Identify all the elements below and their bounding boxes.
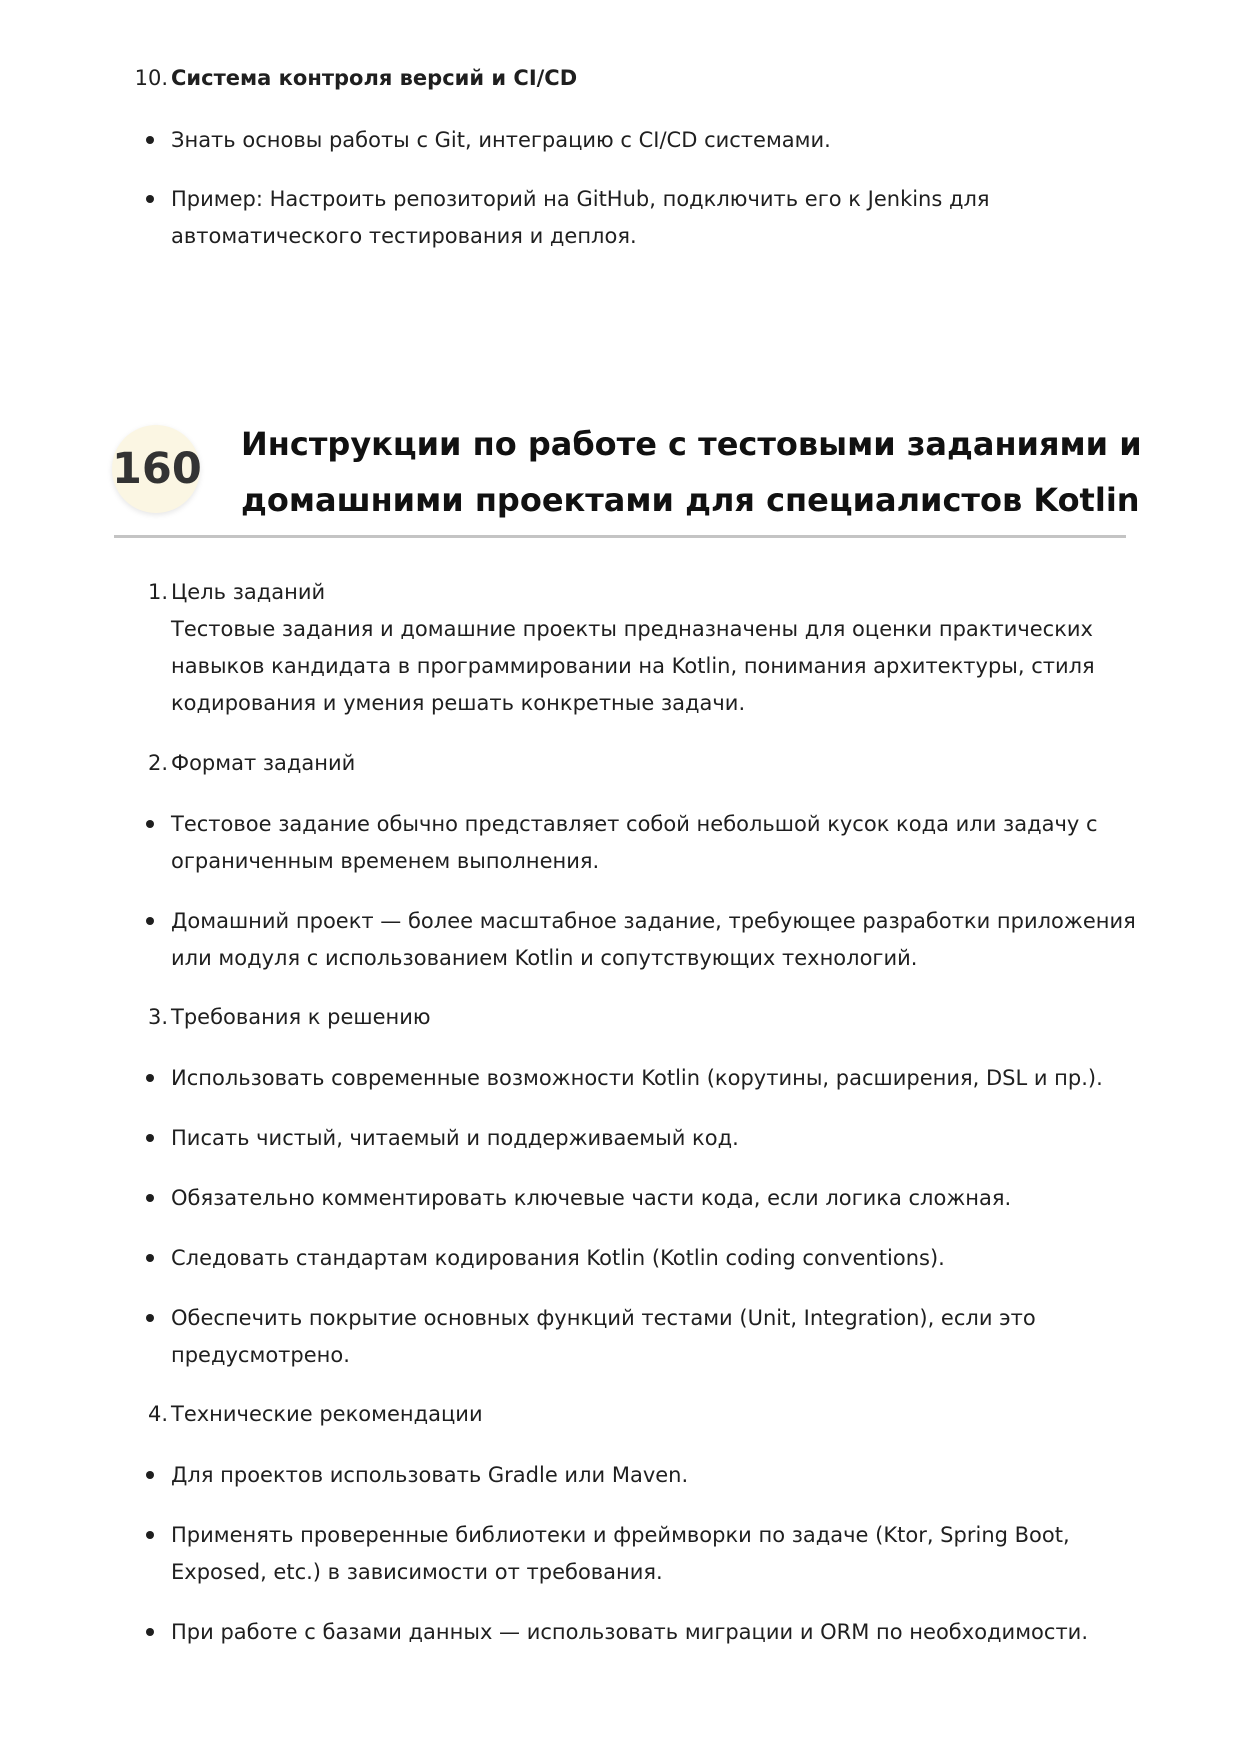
chapter-title-line: домашними проектами для специалистов Kotlin [241,481,1140,519]
bullet-text: Пример: Настроить репозиторий на GitHub, подключить его к Jenkins для [171,187,990,211]
chapter-number: 160 [112,444,202,494]
bullet-text: Тестовое задание обычно представляет собой небольшой кусок кода или задачу с [171,812,1098,836]
list-number: 4. [147,1402,168,1426]
bullet-text-continuation: или модуля с использованием Kotlin и сопутствующих технологий. [171,946,918,970]
bullet-icon [146,1531,154,1539]
bullet-text-continuation: Exposed, etc.) в зависимости от требования. [171,1560,663,1584]
bullet-icon [146,1194,154,1202]
bullet-text: Знать основы работы с Git, интеграцию с CI/CD системами. [171,128,831,152]
bullet-icon [146,136,154,144]
bullet-icon [146,195,154,203]
heading-divider [114,535,1126,538]
bullet-icon [146,1134,154,1142]
bullet-icon [146,1314,154,1322]
bullet-text: Домашний проект — более масштабное задание, требующее разработки приложения [171,909,1136,933]
bullet-icon [146,1628,154,1636]
bullet-text: Обязательно комментировать ключевые части кода, если логика сложная. [171,1186,1012,1210]
chapter-title-line: Инструкции по работе с тестовыми заданиями и [241,425,1142,463]
paragraph-line: кодирования и умения решать конкретные задачи. [171,691,746,715]
bullet-icon [146,1471,154,1479]
bullet-text: Писать чистый, читаемый и поддерживаемый код. [171,1126,739,1150]
bullet-icon [146,1074,154,1082]
list-number: 3. [147,1005,168,1029]
section-heading: Система контроля версий и CI/CD [171,66,578,90]
paragraph-line: Тестовые задания и домашние проекты предназначены для оценки практических [171,617,1093,641]
bullet-text-continuation: автоматического тестирования и деплоя. [171,224,637,248]
bullet-icon [146,917,154,925]
list-number: 1. [147,580,168,604]
list-item-label: Цель заданий [171,580,326,604]
list-item-label: Требования к решению [171,1005,431,1029]
bullet-icon [146,820,154,828]
bullet-text-continuation: ограниченным временем выполнения. [171,849,600,873]
bullet-icon [146,1254,154,1262]
list-number: 2. [147,751,168,775]
bullet-text: При работе с базами данных — использовать миграции и ORM по необходимости. [171,1620,1088,1644]
list-item-label: Формат заданий [171,751,356,775]
bullet-text: Использовать современные возможности Kotlin (корутины, расширения, DSL и пр.). [171,1066,1103,1090]
bullet-text: Следовать стандартам кодирования Kotlin (Kotlin coding conventions). [171,1246,945,1270]
bullet-text: Обеспечить покрытие основных функций тестами (Unit, Integration), если это [171,1306,1036,1330]
bullet-text: Для проектов использовать Gradle или Maven. [171,1463,689,1487]
list-number: 10. [134,66,168,90]
list-item-label: Технические рекомендации [171,1402,483,1426]
paragraph-line: навыков кандидата в программировании на Kotlin, понимания архитектуры, стиля [171,654,1095,678]
bullet-text-continuation: предусмотрено. [171,1343,350,1367]
bullet-text: Применять проверенные библиотеки и фреймворки по задаче (Ktor, Spring Boot, [171,1523,1070,1547]
